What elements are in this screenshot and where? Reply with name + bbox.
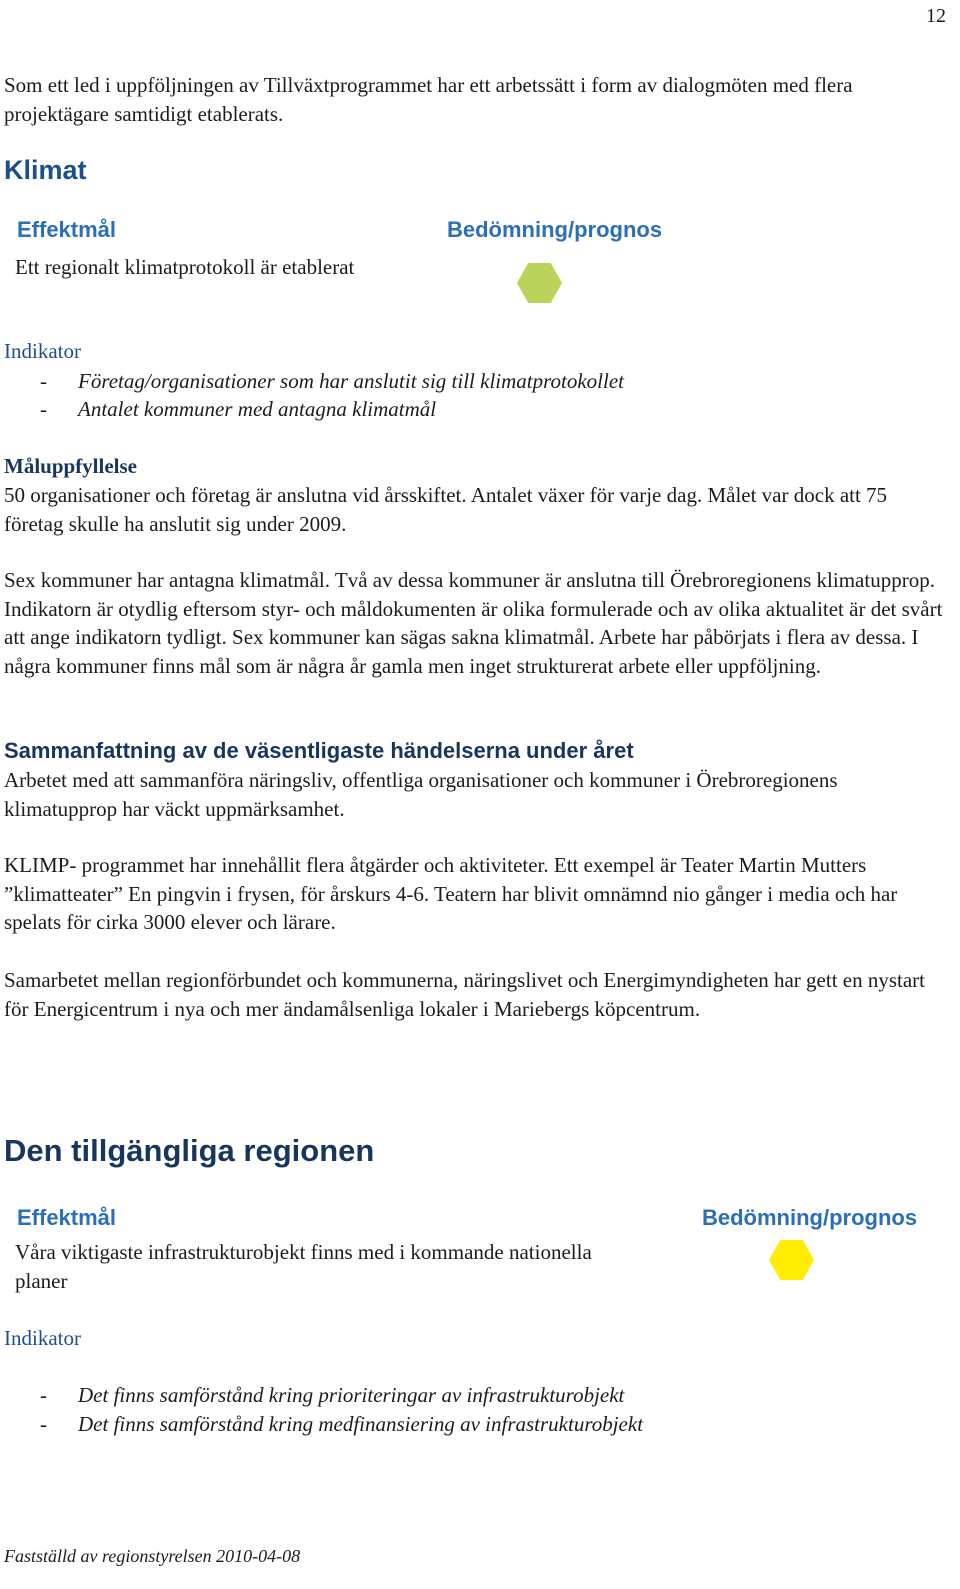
- tillganglig-indikator-label: Indikator: [4, 1326, 81, 1350]
- klimat-bedomning-label: Bedömning/prognos: [447, 217, 663, 242]
- footer-text: Fastställd av regionstyrelsen 2010-04-08: [4, 1546, 301, 1566]
- klimat-heading: Klimat: [4, 155, 87, 185]
- list-item: [40, 1381, 624, 1410]
- list-dash: -: [40, 397, 47, 421]
- list-dash: -: [40, 1412, 47, 1436]
- sammanfattning-paragraph-1: Arbetet med att sammanföra näringsliv, offentliga organisationer och kommuner i Örebroregionens klimatupprop har väckt uppmärksamhet.: [4, 768, 838, 821]
- klimat-prognos-hexagon-icon: [517, 263, 562, 303]
- list-item: [40, 1410, 643, 1439]
- list-dash: -: [40, 1383, 47, 1407]
- list-item-text: Företag/organisationer som har anslutit sig till klimatprotokollet: [78, 369, 624, 393]
- tillganglig-effektmal-text: Våra viktigaste infrastrukturobjekt finns med i kommande nationella planer: [15, 1240, 592, 1293]
- sammanfattning-paragraph-3: Samarbetet mellan regionförbundet och kommunerna, näringslivet och Energimyndigheten har gett en nystart för Energicentrum i nya och mer ändamålsenliga lokaler i Mariebergs köpcentrum.: [4, 968, 926, 1021]
- list-item-text: Antalet kommuner med antagna klimatmål: [78, 397, 437, 421]
- intro-paragraph: Som ett led i uppföljningen av Tillväxtprogrammet har ett arbetssätt i form av dialogmöten med flera projektägare samtidigt etablerats.: [4, 73, 853, 126]
- tillganglig-bedomning-label: Bedömning/prognos: [702, 1205, 918, 1230]
- maluppfyllelse-paragraph-1: 50 organisationer och företag är anslutna vid årsskiftet. Antalet växer för varje dag. Målet var dock att 75 företag skulle ha anslutit sig under 2009.: [4, 483, 888, 536]
- klimat-indikator-label: Indikator: [4, 339, 81, 363]
- list-item: [40, 395, 436, 424]
- sammanfattning-paragraph-2: KLIMP- programmet har innehållit flera åtgärder och aktiviteter. Ett exempel är Teater Martin Mutters ”klimatteater” En pingvin i frysen, för årskurs 4-6. Teatern har blivit omnämnd nio gånger i media och har spelats för cirka 3000 elever och lärare.: [4, 853, 898, 934]
- list-item: [40, 367, 624, 396]
- tillganglig-heading: Den tillgängliga regionen: [4, 1133, 375, 1168]
- tillganglig-prognos-hexagon-icon: [769, 1240, 814, 1280]
- tillganglig-effektmal-label: Effektmål: [17, 1205, 117, 1230]
- list-dash: -: [40, 369, 47, 393]
- maluppfyllelse-label: Måluppfyllelse: [4, 454, 138, 478]
- list-item-text: Det finns samförstånd kring prioriteringar av infrastrukturobjekt: [78, 1383, 625, 1407]
- list-item-text: Det finns samförstånd kring medfinansiering av infrastrukturobjekt: [78, 1412, 644, 1436]
- page-number: 12: [926, 5, 946, 27]
- sammanfattning-heading: Sammanfattning av de väsentligaste händelserna under året: [4, 738, 634, 763]
- klimat-effektmal-label: Effektmål: [17, 217, 117, 242]
- maluppfyllelse-paragraph-2: Sex kommuner har antagna klimatmål. Två av dessa kommuner är anslutna till Örebroregionens klimatupprop. Indikatorn är otydlig eftersom styr- och måldokumenten är olika formulerade och av olika aktualitet är det svårt att ange indikatorn tydligt. Sex kommuner kan sägas sakna klimatmål. Arbete har påbörjats i flera av dessa. I några kommuner finns mål som är några år gamla men inget strukturerat arbete eller uppföljning.: [4, 568, 943, 678]
- klimat-effektmal-text: Ett regionalt klimatprotokoll är etablerat: [15, 255, 355, 279]
